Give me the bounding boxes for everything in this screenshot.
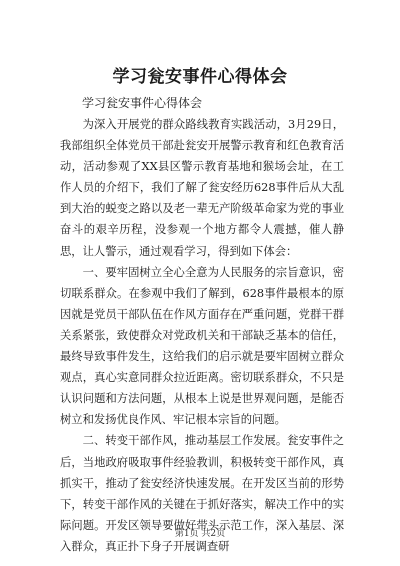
document-body xyxy=(60,114,344,557)
paragraph-intro: 为深入开展党的群众路线教育实践活动，3月29日，我部组织全体党员干部赴瓮安开展警示教育和红色教育活动，活动参观了XX县区警示教育基地和猴场会址，在工作人员的介绍下，我们了解了瓮安经历628事件后从大乱到大治的蜕变之路以及老一辈无产阶级革命家为党的事业奋斗的艰辛历程，没参观一个地方都令人震撼，催人静思，让人警示，通过观看学习，得到如下体会： xyxy=(60,118,344,258)
document-subtitle: 学习瓮安事件心得体会 xyxy=(82,96,203,110)
paragraph-point-one: 一、要牢固树立全心全意为人民服务的宗旨意识，密切联系群众。在参观中我们了解到，628事件最根本的原因就是党员干部队伍在作风方面存在严重问题，党群干群关系紧张，致使群众对党政机关和干部缺乏基本的信任，最终导致事件发生，这给我们的启示就是要牢固树立群众观点，真心实意同群众拉近距离。密切联系群众，不只是认识问题和方法问题，从根本上说是世界观问题，是能否树立和发扬优良作风、牢记根本宗旨的问题。 xyxy=(60,265,344,427)
paragraph-point-two: 二、转变干部作风，推动基层工作发展。瓮安事件之后，当地政府吸取事件经验教训，积极转变干部作风，真抓实干，推动了瓮安经济快速发展。在开发区当前的形势下，转变干部作风的关键在于抓好落实，解决工作中的实际问题。开发区领导要做好带头示范工作，深入基层、深入群众，真正扑下身子开展调查研 xyxy=(60,434,344,553)
document-title: 学习瓮安事件心得体会 xyxy=(112,67,288,87)
page-footer: 第1页 共2页 xyxy=(174,529,226,539)
